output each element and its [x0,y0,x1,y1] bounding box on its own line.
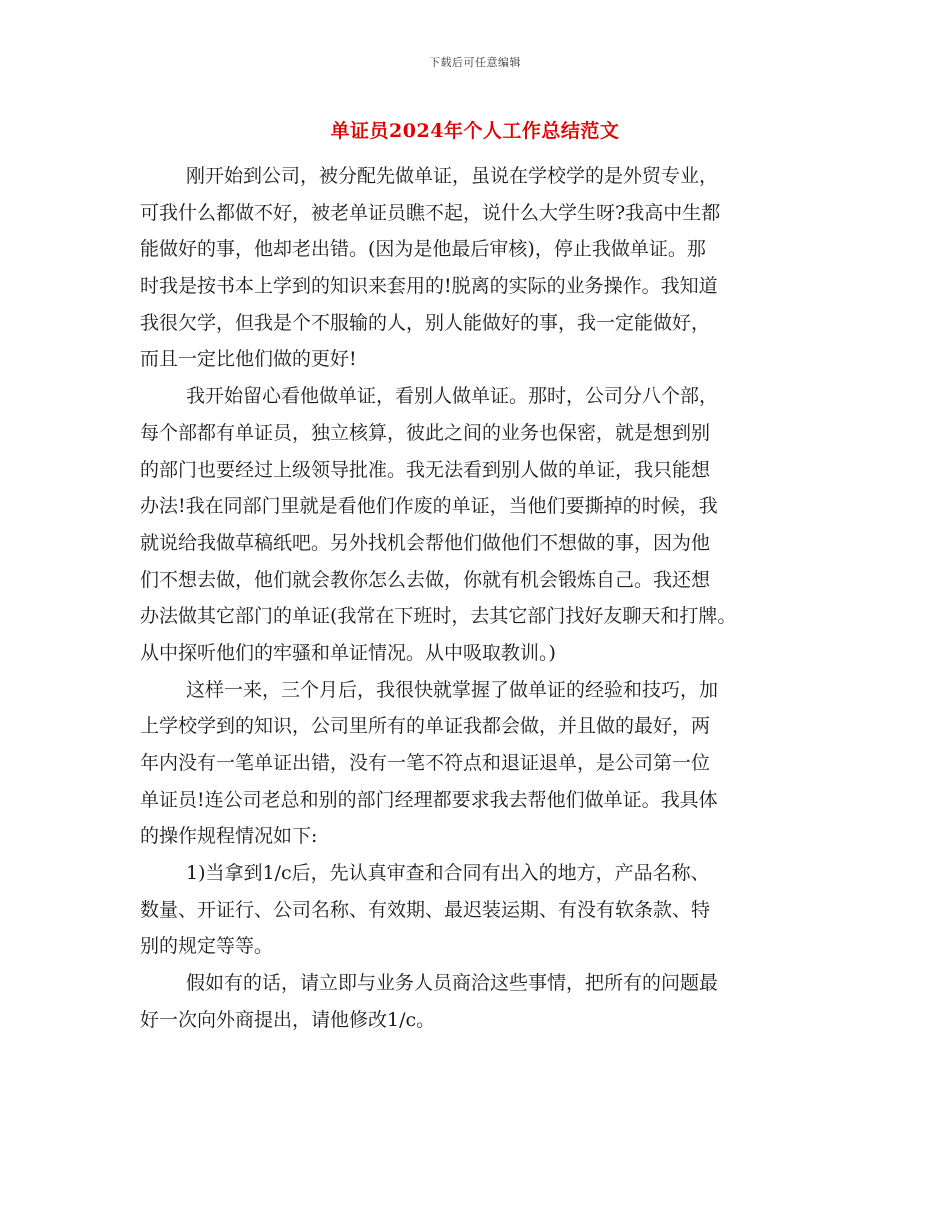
paragraph-line: 数量、开证行、公司名称、有效期、最迟装运期、有没有软条款、特 [140,898,711,921]
paragraph-line: 刚开始到公司，被分配先做单证，虽说在学校学的是外贸专业， [186,165,719,187]
paragraph-line: 我开始留心看他做单证，看别人做单证。那时，公司分八个部， [186,385,719,408]
paragraph-line: 就说给我做草稿纸吧。另外找机会帮他们做他们不想做的事，因为他 [140,531,711,554]
paragraph-line: 们不想去做，他们就会教你怎么去做，你就有机会锻炼自己。我还想 [140,568,711,591]
paragraph [140,378,820,672]
document-title: 单证员2024年个人工作总结范文 [330,120,620,142]
paragraph-line: 从中探听他们的牢骚和单证情况。从中吸取教训。) [140,641,556,664]
paragraph [140,855,820,965]
paragraph-line: 时我是按书本上学到的知识来套用的!脱离的实际的业务操作。我知道 [140,275,718,298]
header-note: 下载后可任意编辑 [429,56,521,69]
paragraph-line: 年内没有一笔单证出错，没有一笔不符点和退证退单，是公司第一位 [140,752,711,774]
paragraph-line: 的部门也要经过上级领导批准。我无法看到别人做的单证，我只能想 [140,458,711,481]
paragraph-line: 好一次向外商提出，请他修改1/c。 [140,1008,436,1031]
paragraph-line: 上学校学到的知识，公司里所有的单证我都会做，并且做的最好，两 [140,715,711,738]
paragraph-line: 1)当拿到1/c后，先认真审查和合同有出入的地方，产品名称、 [186,862,710,885]
paragraph-line: 假如有的话，请立即与业务人员商洽这些事情，把所有的问题最 [186,972,719,995]
paragraph-line: 办法做其它部门的单证(我常在下班时，去其它部门找好友聊天和打牌。 [140,605,737,628]
paragraph-line: 这样一来，三个月后，我很快就掌握了做单证的经验和技巧，加 [186,678,719,701]
paragraph-line: 的操作规程情况如下: [140,825,318,848]
paragraph-line: 能做好的事，他却老出错。(因为是他最后审核)，停止我做单证。那 [140,238,706,261]
paragraph [140,158,820,378]
paragraph-line: 可我什么都做不好，被老单证员瞧不起，说什么大学生呀?我高中生都 [140,201,721,224]
paragraph [140,672,820,855]
paragraph-line: 别的规定等等。 [140,935,274,958]
paragraph-line: 单证员!连公司老总和别的部门经理都要求我去帮他们做单证。我具体 [140,788,718,811]
paragraph-line: 办法!我在同部门里就是看他们作废的单证，当他们要撕掉的时候，我 [140,495,718,518]
paragraph-line: 每个部都有单证员，独立核算，彼此之间的业务也保密，就是想到别 [140,421,711,444]
document-body [140,158,820,1039]
paragraph [140,965,820,1038]
paragraph-line: 而且一定比他们做的更好! [140,348,357,371]
paragraph-line: 我很欠学，但我是个不服输的人，别人能做好的事，我一定能做好， [140,311,711,334]
